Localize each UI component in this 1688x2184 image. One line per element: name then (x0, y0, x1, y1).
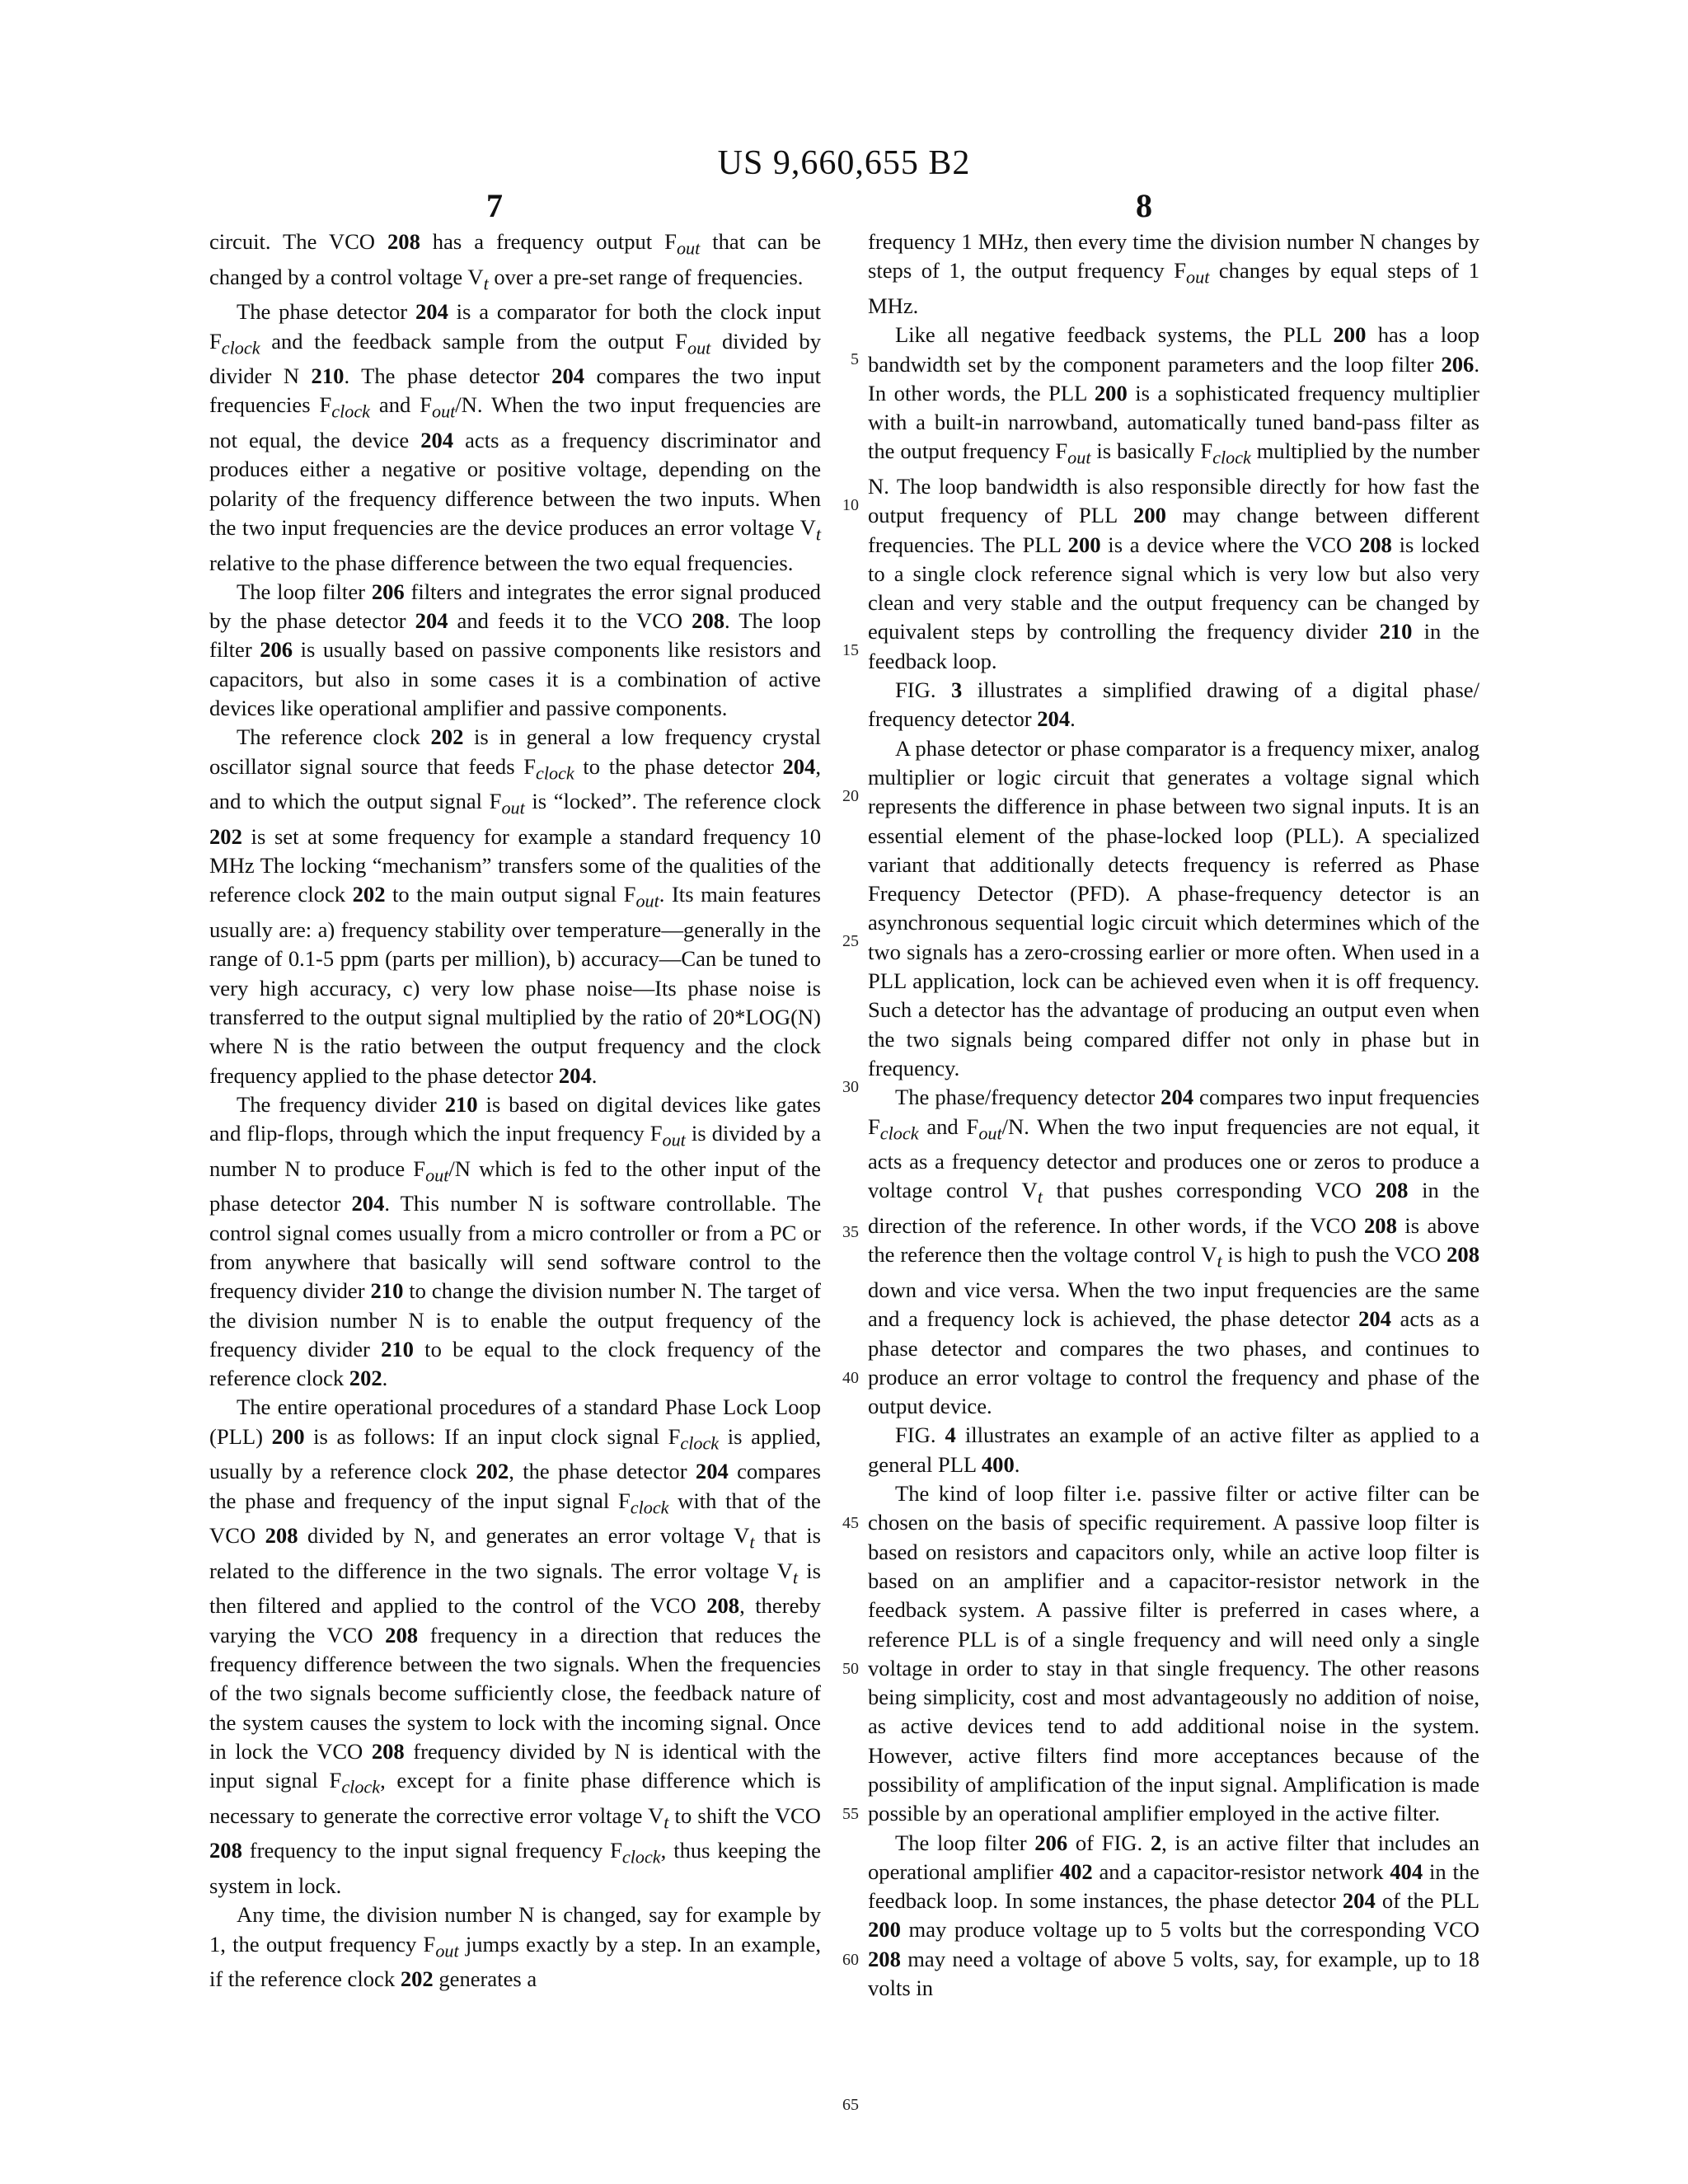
patent-number: US 9,660,655 B2 (717, 144, 971, 182)
right-paragraph-3: FIG. 3 illustrates a simplified drawing of a digital phase/ frequency detector 204. (868, 677, 1479, 732)
line-number: 55 (842, 1805, 859, 1824)
right-text-column (868, 227, 1479, 2003)
left-paragraph-4: The reference clock 202 is in general a low frequency crystal oscillator signal source that feeds $F_{clock}$ to the phase detector 204, and to which the output signal $F_{out}$ is “locked”. The reference clock 202 is set at some frequency for example a standard frequency 10 MHz The locking “mechanism” transfers some of the qualities of the reference clock 202 to the main output signal $F_{out}$. Its main features usually are: a) frequency stability over temperature—generally in the range of 0.1-5 ppm (parts per million), b) accuracy—Can be tuned to very high accuracy, c) very low phase noise—Its phase noise is transferred to the output signal multiplied by the ratio of 20*LOG(N) where N is the ratio between the output frequency and the clock frequency applied to the phase detector 204. (209, 724, 822, 1088)
right-paragraph-5: The phase/frequency detector 204 compares two input frequencies $F_{clock}$ and $F_{out}/N$. When the two input frequencies are not equal, it acts as a frequency detector and produces one or zeros to produce a voltage control $V_t$ that pushes corresponding VCO 208 in the direction of the reference. In other words, if the VCO 208 is above the reference then the voltage control $V_t$ is high to push the VCO 208 down and vice versa. When the two input frequencies are the same and a frequency lock is achieved, the phase detector 204 acts as a phase detector and compares the two phases, and continues to produce an error voltage to control the frequency and phase of the output device. (868, 1085, 1479, 1419)
left-paragraph-7: Any time, the division number N is changed, say for example by 1, the output frequency $F_{out}$ jumps exactly by a step. In an example, if the reference clock 202 generates a (209, 1902, 821, 1992)
line-number: 60 (842, 1950, 859, 1969)
line-number: 30 (842, 1077, 859, 1096)
line-number: 15 (842, 641, 859, 660)
line-number: 45 (842, 1514, 859, 1533)
right-paragraph-2: Like all negative feedback systems, the PLL 200 has a loop bandwidth set by the component parameters and the loop filter 206. In other words, the PLL 200 is a sophisticated frequency multiplier with a built-in narrowband, automatically tuned band-pass filter as the output frequency $F_{out}$ is basically $F_{clock}$ multiplied by the number N. The loop bandwidth is also responsible directly for how fast the output frequency of PLL 200 may change between different frequencies. The PLL 200 is a device where the VCO 208 is locked to a single clock reference signal which is very low but also very clean and very stable and the output frequency can be changed by equivalent steps by controlling the frequency divider 210 in the feedback loop. (868, 322, 1479, 673)
left-text-column (209, 227, 821, 1994)
right-paragraph-4: A phase detector or phase comparator is a frequency mixer, analog multiplier or logic circuit that generates a voltage signal which represents the difference in phase between two signal inputs. It is an essential element of the phase-locked loop (PLL). A specialized variant that additionally detects frequency is referred as Phase Frequency Detector (PFD). A phase-frequency detector is an asynchronous sequential logic circuit which determines which of the two signals has a zero-crossing earlier or more often. When used in a PLL application, lock can be achieved even when it is off frequency. Such a detector has the advantage of producing an output even when the two signals being compared differ not only in phase but in frequency. (868, 735, 1479, 1080)
line-number: 25 (842, 932, 859, 951)
left-paragraph-1: circuit. The VCO 208 has a frequency output $F_{out}$ that can be changed by a control voltage $V_t$ over a pre-set range of frequencies. (209, 229, 822, 293)
line-number: 35 (842, 1223, 859, 1242)
left-paragraph-5: The frequency divider 210 is based on digital devices like gates and flip-flops, through which the input frequency $F_{out}$ is divided by a number N to produce $F_{out}/N$ which is fed to the other input of the phase detector 204. This number N is software controllable. The control signal comes usually from a micro controller or from a PC or from anywhere that basically will send software control to the frequency divider 210 to change the division number N. The target of the division number N is to enable the output frequency of the frequency divider 210 to be equal to the clock frequency of the reference clock 202. (209, 1091, 821, 1391)
left-paragraph-3: The loop filter 206 filters and integrates the error signal produced by the phase detector 204 and feeds it to the VCO 208. The loop filter 206 is usually based on passive components like resistors and capacitors, but also in some cases it is a combination of active devices like operational amplifier and passive components. (209, 579, 821, 721)
right-paragraph-8: The loop filter 206 of FIG. 2, is an active filter that includes an operational amplifier 402 and a capacitor-resistor network 404 in the feedback loop. In some instances, the phase detector 204 of the PLL 200 may produce voltage up to 5 volts but the corresponding VCO 208 may need a voltage of above 5 volts, say, for example, up to 18 volts in (868, 1830, 1479, 2001)
right-paragraph-6: FIG. 4 illustrates an example of an active filter as applied to a general PLL 400. (868, 1422, 1479, 1477)
line-number: 65 (842, 2096, 859, 2115)
line-number: 20 (842, 786, 859, 805)
right-paragraph-1: frequency 1 MHz, then every time the division number N changes by steps of 1, the output frequency $F_{out}$ changes by equal steps of 1 MHz. (868, 229, 1479, 318)
line-number: 5 (851, 350, 859, 369)
line-number: 50 (842, 1659, 859, 1678)
line-number: 40 (842, 1368, 859, 1387)
left-column-number: 7 (486, 187, 503, 224)
right-paragraph-7: The kind of loop filter i.e. passive filter or active filter can be chosen on the basis of specific requirement. A passive loop filter is based on resistors and capacitors only, while an active loop filter is based on an amplifier and a capacitor-resistor network in the feedback system. A passive filter is preferred in cases where, a reference PLL is of a single frequency and will need only a single voltage in order to stay in that single frequency. The other reasons being simplicity, cost and most advantageously no addition of noise, as active devices tend to add additional noise in the system. However, active filters find more acceptances because of the possibility of amplification of the input signal. Amplification is made possible by an operational amplifier employed in the active filter. (868, 1481, 1479, 1826)
left-paragraph-6: The entire operational procedures of a standard Phase Lock Loop (PLL) 200 is as follows: If an input clock signal $F_{clock}$ is applied, usually by a reference clock 202, the phase detector 204 compares the phase and frequency of the input signal $F_{clock}$ with that of the VCO 208 divided by N, and generates an error voltage $V_t$ that is related to the difference in the two signals. The error voltage $V_t$ is then filtered and applied to the control of the VCO 208, thereby varying the VCO 208 frequency in a direction that reduces the frequency difference between the two signals. When the frequencies of the two signals become sufficiently close, the feedback nature of the system causes the system to lock with the incoming signal. Once in lock the VCO 208 frequency divided by N is identical with the input signal $F_{clock}$, except for a finite phase difference which is necessary to generate the corrective error voltage $V_t$ to shift the VCO 208 frequency to the input signal frequency $F_{clock}$, thus keeping the system in lock. (209, 1394, 822, 1899)
right-column-number: 8 (1136, 187, 1152, 224)
left-paragraph-2: The phase detector 204 is a comparator for both the clock input $F_{clock}$ and the feedback sample from the output $F_{out}$ divided by divider N 210. The phase detector 204 compares the two input frequencies $F_{clock}$ and $F_{out}/N$. When the two input frequencies are not equal, the device 204 acts as a frequency discriminator and produces either a negative or positive voltage, depending on the polarity of the frequency difference between the two inputs. When the two input frequencies are the device produces an error voltage $V_t$ relative to the phase difference between the two equal frequencies. (209, 299, 822, 575)
line-number: 10 (842, 495, 859, 514)
